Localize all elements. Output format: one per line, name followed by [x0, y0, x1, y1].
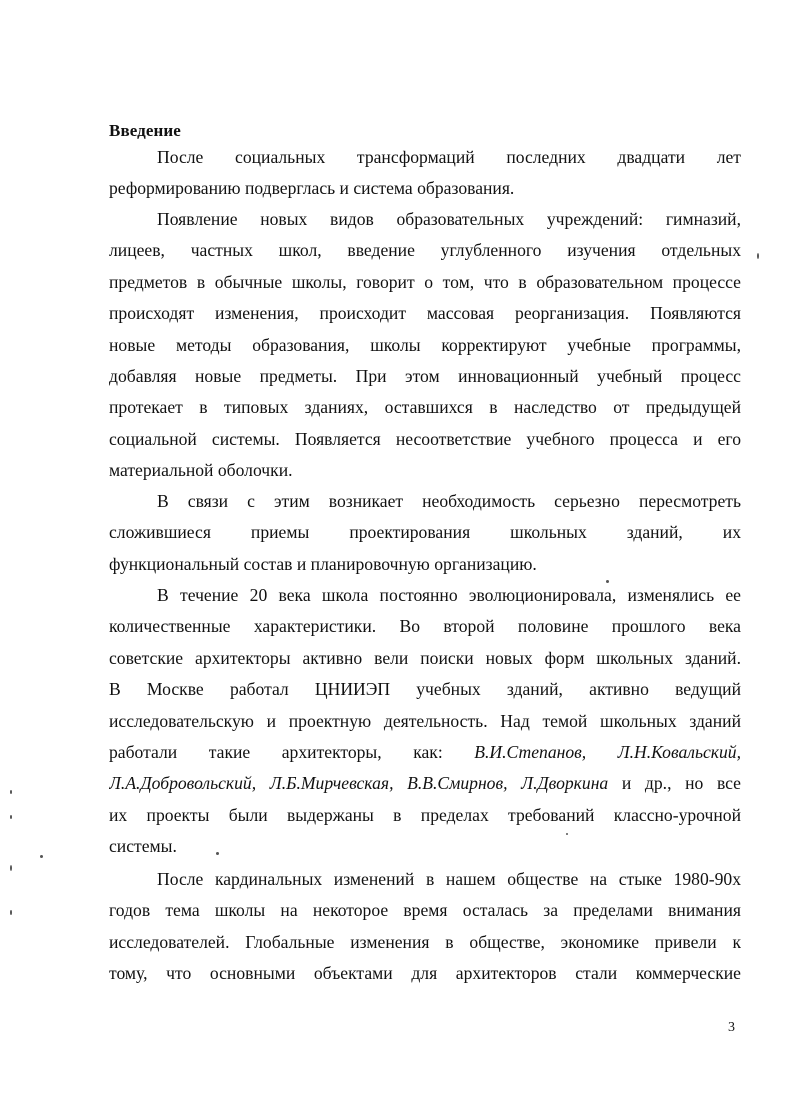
paragraph-2: [109, 204, 741, 487]
section-heading: Введение: [109, 121, 181, 140]
text-line: В Москве работал ЦНИИЭП учебных зданий, активно ведущий: [109, 679, 741, 700]
author-name: В.И.Степанов,: [474, 742, 587, 763]
scan-speck: [10, 865, 12, 871]
text-line: функциональный состав и планировочную организацию.: [109, 553, 537, 574]
text-line: материальной оболочки.: [109, 460, 293, 481]
text-line: предметов в обычные школы, говорит о том, что в образовательном процессе: [109, 271, 741, 292]
text-line: тому, что основными объектами для архитекторов стали коммерческие: [109, 963, 741, 984]
scan-speck: [10, 790, 12, 794]
scan-speck: [216, 852, 219, 855]
scan-speck: [566, 833, 568, 835]
text-line: их проекты были выдержаны в пределах требований классно-урочной: [109, 804, 741, 825]
text-line-with-names: [109, 737, 741, 768]
text-line: новые методы образования, школы корректируют учебные программы,: [109, 334, 741, 355]
text-line: добавляя новые предметы. При этом инновационный учебный процесс: [109, 366, 741, 387]
paragraph-5: [109, 864, 741, 990]
text-line: лицеев, частных школ, введение углубленного изучения отдельных: [109, 240, 741, 261]
text-line: социальной системы. Появляется несоответствие учебного процесса и его: [109, 428, 741, 449]
text-line: количественные характеристики. Во второй половине прошлого века: [109, 616, 741, 637]
paragraph-3: [109, 486, 741, 580]
text-line: После социальных трансформаций последних двадцати лет: [157, 147, 741, 167]
text-line: советские архитекторы активно вели поиски новых форм школьных зданий.: [109, 647, 741, 668]
page-number: 3: [728, 1020, 735, 1035]
paragraph-1: [109, 142, 741, 205]
text-run: и др., но все: [608, 773, 741, 794]
scan-speck: [10, 815, 12, 819]
scan-speck: [757, 253, 759, 259]
text-run: работали такие архитекторы, как:: [109, 742, 443, 763]
scan-speck: [606, 580, 609, 583]
text-line: протекает в типовых зданиях, оставшихся в наследство от предыдущей: [109, 397, 741, 418]
text-line: годов тема школы на некоторое время осталась за пределами внимания: [109, 900, 741, 921]
text-line: реформированию подверглась и система образования.: [109, 178, 515, 199]
text-line: В связи с этим возникает необходимость серьезно пересмотреть: [157, 491, 741, 511]
paragraph-4: [109, 580, 741, 863]
text-line: происходят изменения, происходит массовая реорганизация. Появляются: [109, 303, 741, 324]
author-names: Л.А.Добровольский, Л.Б.Мирчевская, В.В.Смирнов, Л.Дворкина: [109, 773, 609, 794]
text-line: Появление новых видов образовательных учреждений: гимназий,: [157, 209, 741, 229]
text-line-with-names: [109, 768, 741, 799]
scan-speck: [40, 855, 43, 858]
text-line: исследователей. Глобальные изменения в обществе, экономике привели к: [109, 931, 741, 952]
scan-speck: [10, 910, 12, 915]
author-name: Л.Н.Ковальский,: [617, 742, 741, 763]
text-line: сложившиеся приемы проектирования школьных зданий, их: [109, 522, 741, 543]
text-line: В течение 20 века школа постоянно эволюционировала, изменялись ее: [157, 585, 741, 605]
text-line: После кардинальных изменений в нашем обществе на стыке 1980-90х: [157, 869, 741, 889]
text-line: исследовательскую и проектную деятельность. Над темой школьных зданий: [109, 710, 741, 731]
text-line: системы.: [109, 836, 177, 857]
